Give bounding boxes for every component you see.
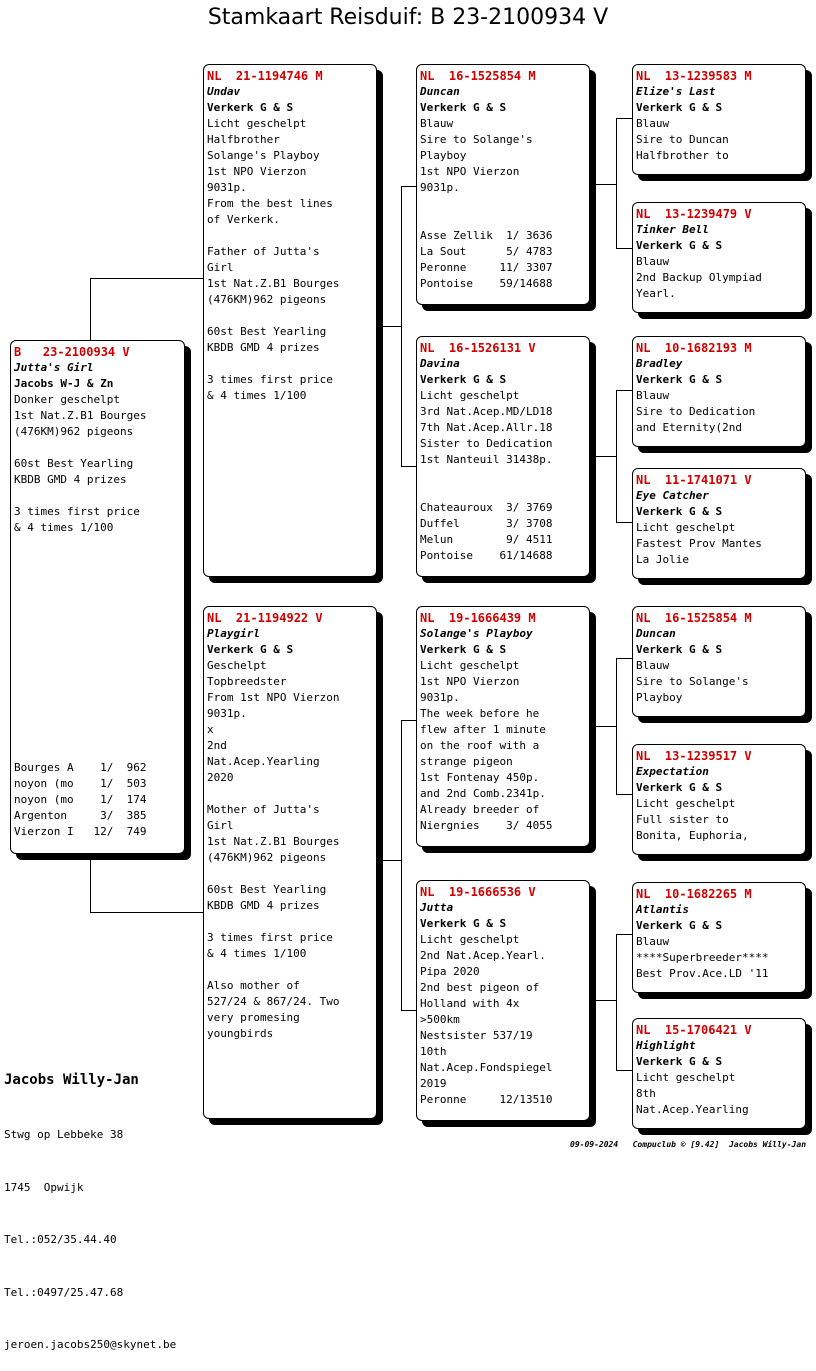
info-line	[14, 696, 184, 712]
pigeon-name: Elize's Last	[636, 85, 716, 98]
info-line: From the best lines	[207, 197, 333, 210]
info-line	[14, 616, 184, 632]
pigeon-card-ggp-mmm[interactable]	[632, 1018, 806, 1129]
info-line: x	[207, 723, 214, 736]
info-line: Sire to Solange's	[420, 133, 533, 146]
breeder-name: Verkerk G & S	[207, 101, 294, 114]
info-line: Full sister to	[636, 813, 729, 826]
info-line: The week before he	[420, 707, 540, 720]
info-line: Father of Jutta's	[207, 245, 320, 258]
breeder-name: Verkerk G & S	[420, 373, 507, 386]
pigeon-card-father[interactable]	[203, 64, 377, 577]
info-line: 527/24 & 867/24. Two	[207, 995, 340, 1008]
info-line	[420, 468, 589, 484]
info-line	[14, 712, 184, 728]
info-line: & 4 times 1/100	[207, 389, 307, 402]
pigeon-name: Solange's Playboy	[420, 627, 533, 640]
ring-number: NL 19-1666536 V	[420, 885, 536, 899]
info-line: 1st NPO Vierzon	[207, 165, 307, 178]
info-line: very promesing	[207, 1011, 300, 1024]
info-line: Pontoise 61/14688	[420, 549, 553, 562]
owner-address: Stwg op Lebbeke 38	[4, 1128, 124, 1141]
info-line: Blauw	[636, 255, 670, 268]
pigeon-card-grandfather-paternal[interactable]	[416, 64, 590, 305]
ring-number: NL 13-1239583 M	[636, 69, 752, 83]
info-line: Pipa 2020	[420, 965, 480, 978]
pigeon-name: Bradley	[636, 357, 683, 370]
info-line: & 4 times 1/100	[207, 947, 307, 960]
info-line: 2nd Nat.Acep.Yearl.	[420, 949, 546, 962]
info-line	[14, 728, 184, 744]
info-line: 9031p.	[420, 691, 460, 704]
ring-number: NL 10-1682193 M	[636, 341, 752, 355]
info-line: Licht geschelpt	[636, 521, 736, 534]
info-line	[207, 308, 376, 324]
info-line: Topbreedster	[207, 675, 287, 688]
info-line: 3 times first price	[207, 931, 333, 944]
info-line: 3 times first price	[207, 373, 333, 386]
info-line: noyon (mo 1/ 174	[14, 793, 147, 806]
ring-number: NL 10-1682265 M	[636, 887, 752, 901]
info-line: La Jolie	[636, 553, 689, 566]
breeder-name: Verkerk G & S	[636, 239, 723, 252]
info-line: Asse Zellik 1/ 3636	[420, 229, 553, 242]
pigeon-name: Duncan	[420, 85, 460, 98]
info-line: Blauw	[636, 117, 670, 130]
info-line: Geschelpt	[207, 659, 267, 672]
info-line: (476KM)962 pigeons	[207, 851, 327, 864]
breeder-name: Verkerk G & S	[636, 505, 723, 518]
info-line	[420, 212, 589, 228]
info-line	[207, 228, 376, 244]
pigeon-card-ggp-mff[interactable]	[632, 606, 806, 717]
pigeon-name: Davina	[420, 357, 460, 370]
info-line: Sister to Dedication	[420, 437, 553, 450]
pigeon-card-mother[interactable]	[203, 606, 377, 1119]
breeder-name: Verkerk G & S	[420, 101, 507, 114]
info-line: ****Superbreeder****	[636, 951, 769, 964]
info-line: Donker geschelpt	[14, 393, 120, 406]
info-line: Bonita, Euphoria,	[636, 829, 749, 842]
breeder-name: Verkerk G & S	[636, 373, 723, 386]
info-line: 9031p.	[207, 707, 247, 720]
info-line: 9031p.	[420, 181, 460, 194]
pigeon-name: Tinker Bell	[636, 223, 709, 236]
info-line: Licht geschelpt	[636, 797, 736, 810]
breeder-name: Verkerk G & S	[636, 1055, 723, 1068]
ring-number: NL 16-1526131 V	[420, 341, 536, 355]
info-line	[14, 440, 184, 456]
ring-number: NL 21-1194746 M	[207, 69, 323, 83]
info-line: (476KM)962 pigeons	[207, 293, 327, 306]
ring-number: NL 16-1525854 M	[636, 611, 752, 625]
owner-name: Jacobs Willy-Jan	[4, 1072, 139, 1088]
info-line: 1st NPO Vierzon	[420, 675, 520, 688]
info-line: of Verkerk.	[207, 213, 280, 226]
info-line: and 2nd Comb.2341p.	[420, 787, 546, 800]
info-line	[14, 680, 184, 696]
pigeon-card-ggp-fmm[interactable]	[632, 468, 806, 579]
info-line: 10th	[420, 1045, 447, 1058]
breeder-name: Verkerk G & S	[420, 917, 507, 930]
info-line: La Sout 5/ 4783	[420, 245, 553, 258]
pigeon-card-grandfather-maternal[interactable]	[416, 606, 590, 847]
info-line: Blauw	[636, 389, 670, 402]
info-line	[14, 744, 184, 760]
info-line: Pontoise 59/14688	[420, 277, 553, 290]
info-line: Also mother of	[207, 979, 300, 992]
info-line: Licht geschelpt	[420, 389, 520, 402]
info-line: 1st Nanteuil 31438p.	[420, 453, 553, 466]
owner-info	[4, 1034, 176, 1371]
info-line: Duffel 3/ 3708	[420, 517, 553, 530]
info-line: Nestsister 537/19	[420, 1029, 533, 1042]
info-line: Solange's Playboy	[207, 149, 320, 162]
pigeon-card-grandmother-maternal[interactable]	[416, 880, 590, 1121]
pigeon-card-grandmother-paternal[interactable]	[416, 336, 590, 577]
info-line: 1st NPO Vierzon	[420, 165, 520, 178]
info-line	[207, 786, 376, 802]
info-line: Playboy	[636, 691, 683, 704]
breeder-name: Verkerk G & S	[207, 643, 294, 656]
info-line: Peronne 12/13510	[420, 1093, 553, 1106]
info-line: Girl	[207, 819, 234, 832]
breeder-name: Verkerk G & S	[636, 919, 723, 932]
breeder-name: Verkerk G & S	[420, 643, 507, 656]
info-line: Nat.Acep.Yearling	[207, 755, 320, 768]
info-line: Holland with 4x	[420, 997, 520, 1010]
owner-email: jeroen.jacobs250@skynet.be	[4, 1338, 177, 1351]
info-line: 3 times first price	[14, 505, 140, 518]
info-line	[207, 866, 376, 882]
pigeon-name: Jutta	[420, 901, 454, 914]
info-line: From 1st NPO Vierzon	[207, 691, 340, 704]
info-line: 1st Nat.Z.B1 Bourges	[207, 277, 340, 290]
info-line: Halfbrother to	[636, 149, 729, 162]
ring-number: NL 21-1194922 V	[207, 611, 323, 625]
ring-number: NL 11-1741071 V	[636, 473, 752, 487]
pigeon-card-ggp-ffm[interactable]	[632, 202, 806, 313]
info-line	[14, 568, 184, 584]
pigeon-name: Undav	[207, 85, 241, 98]
info-line: Blauw	[420, 117, 454, 130]
breeder-name: Jacobs W-J & Zn	[14, 377, 114, 390]
info-line: Playboy	[420, 149, 467, 162]
ring-number: NL 19-1666439 M	[420, 611, 536, 625]
info-line	[14, 648, 184, 664]
info-line: Nat.Acep.Fondspiegel	[420, 1061, 553, 1074]
info-line: 1st Nat.Z.B1 Bourges	[14, 409, 147, 422]
info-line: Chateauroux 3/ 3769	[420, 501, 553, 514]
info-line	[207, 356, 376, 372]
info-line	[14, 600, 184, 616]
ring-number: NL 13-1239479 V	[636, 207, 752, 221]
pigeon-card-ggp-fff[interactable]	[632, 64, 806, 175]
info-line: Blauw	[636, 659, 670, 672]
info-line: Licht geschelpt	[636, 1071, 736, 1084]
info-line: Licht geschelpt	[420, 933, 520, 946]
info-line: 2019	[420, 1077, 447, 1090]
info-line: youngbirds	[207, 1027, 274, 1040]
info-line: Blauw	[636, 935, 670, 948]
pigeon-card-ggp-mmf[interactable]	[632, 882, 806, 993]
pigeon-name: Expectation	[636, 765, 709, 778]
info-line: Melun 9/ 4511	[420, 533, 553, 546]
breeder-name: Verkerk G & S	[636, 781, 723, 794]
info-line: 8th	[636, 1087, 656, 1100]
info-line: Sire to Duncan	[636, 133, 729, 146]
info-line	[14, 664, 184, 680]
info-line: Already breeder of	[420, 803, 540, 816]
info-line: 7th Nat.Acep.Allr.18	[420, 421, 553, 434]
info-line: KBDB GMD 4 prizes	[207, 899, 320, 912]
owner-phone-1: Tel.:052/35.44.40	[4, 1233, 117, 1246]
info-line: 2020	[207, 771, 234, 784]
ring-number: NL 15-1706421 V	[636, 1023, 752, 1037]
pigeon-name: Playgirl	[207, 627, 260, 640]
info-line	[420, 484, 589, 500]
info-line: KBDB GMD 4 prizes	[207, 341, 320, 354]
info-line: 60st Best Yearling	[207, 883, 327, 896]
info-line: Best Prov.Ace.LD '11	[636, 967, 769, 980]
info-line: Licht geschelpt	[207, 117, 307, 130]
info-line: 60st Best Yearling	[14, 457, 134, 470]
info-line: & 4 times 1/100	[14, 521, 114, 534]
info-line	[14, 488, 184, 504]
info-line: Halfbrother	[207, 133, 280, 146]
info-line: strange pigeon	[420, 755, 513, 768]
ring-number: B 23-2100934 V	[14, 345, 130, 359]
pigeon-name: Eye Catcher	[636, 489, 709, 502]
info-line	[14, 536, 184, 552]
info-line	[207, 914, 376, 930]
info-line	[14, 632, 184, 648]
pigeon-card-subject[interactable]	[10, 340, 185, 854]
info-line: Nat.Acep.Yearling	[636, 1103, 749, 1116]
info-line: Vierzon I 12/ 749	[14, 825, 147, 838]
info-line: 2nd Backup Olympiad	[636, 271, 762, 284]
pigeon-name: Atlantis	[636, 903, 689, 916]
info-line: Peronne 11/ 3307	[420, 261, 553, 274]
pigeon-card-ggp-mfm[interactable]	[632, 744, 806, 855]
footer-credit: 09-09-2024 Compuclub © [9.42] Jacobs Willy-Jan	[570, 1140, 807, 1149]
info-line: Mother of Jutta's	[207, 803, 320, 816]
info-line: noyon (mo 1/ 503	[14, 777, 147, 790]
page-title: Stamkaart Reisduif: B 23-2100934 V	[207, 5, 609, 30]
info-line: 60st Best Yearling	[207, 325, 327, 338]
pigeon-card-ggp-fmf[interactable]	[632, 336, 806, 447]
info-line: 9031p.	[207, 181, 247, 194]
info-line: Girl	[207, 261, 234, 274]
pigeon-name: Highlight	[636, 1039, 696, 1052]
info-line: 2nd best pigeon of	[420, 981, 540, 994]
info-line	[14, 552, 184, 568]
info-line: Fastest Prov Mantes	[636, 537, 762, 550]
pigeon-name: Duncan	[636, 627, 676, 640]
owner-phone-2: Tel.:0497/25.47.68	[4, 1285, 124, 1299]
info-line: Argenton 3/ 385	[14, 809, 147, 822]
info-line: 3rd Nat.Acep.MD/LD18	[420, 405, 553, 418]
owner-city: 1745 Opwijk	[4, 1180, 84, 1194]
info-line: Sire to Solange's	[636, 675, 749, 688]
info-line: Licht geschelpt	[420, 659, 520, 672]
info-line: flew after 1 minute	[420, 723, 546, 736]
ring-number: NL 16-1525854 M	[420, 69, 536, 83]
info-line: Niergnies 3/ 4055	[420, 819, 553, 832]
breeder-name: Verkerk G & S	[636, 643, 723, 656]
info-line: (476KM)962 pigeons	[14, 425, 134, 438]
info-line: Sire to Dedication	[636, 405, 756, 418]
info-line	[14, 584, 184, 600]
info-line	[207, 962, 376, 978]
info-line	[420, 196, 589, 212]
info-line: 1st Fontenay 450p.	[420, 771, 540, 784]
info-line: KBDB GMD 4 prizes	[14, 473, 127, 486]
breeder-name: Verkerk G & S	[636, 101, 723, 114]
info-line: on the roof with a	[420, 739, 540, 752]
info-line: and Eternity(2nd	[636, 421, 742, 434]
pigeon-name: Jutta's Girl	[14, 361, 94, 374]
info-line: 2nd	[207, 739, 227, 752]
info-line: Yearl.	[636, 287, 676, 300]
info-line: 1st Nat.Z.B1 Bourges	[207, 835, 340, 848]
info-line: >500km	[420, 1013, 460, 1026]
ring-number: NL 13-1239517 V	[636, 749, 752, 763]
info-line: Bourges A 1/ 962	[14, 761, 147, 774]
